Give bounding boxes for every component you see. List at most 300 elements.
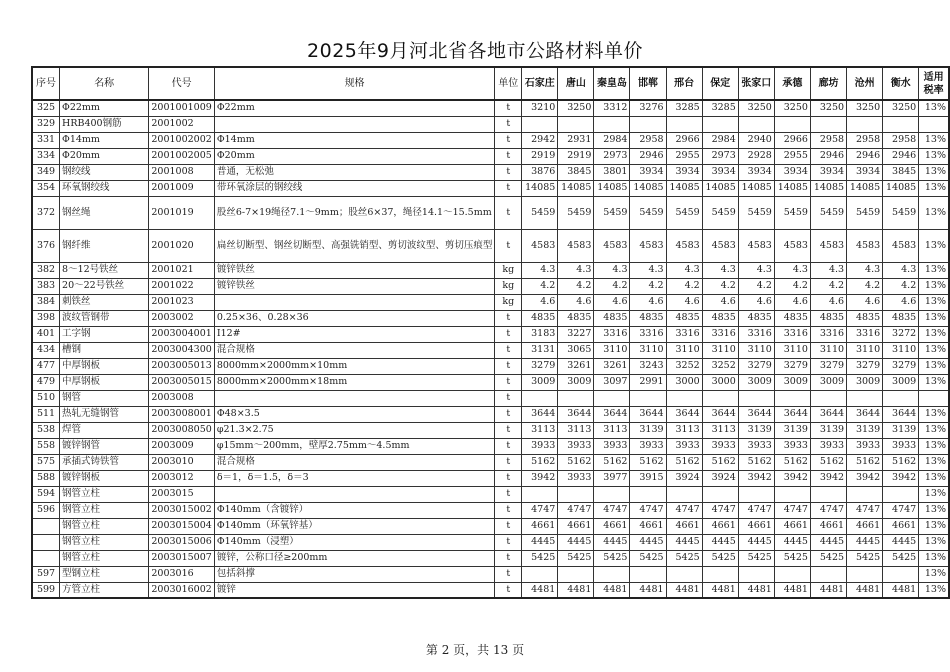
cell-price: 3250: [883, 100, 919, 116]
cell-price: 4.3: [594, 262, 630, 278]
cell-price: 3933: [810, 438, 846, 454]
cell-tax: 13%: [919, 518, 949, 534]
cell-code: 2003004300: [149, 342, 214, 358]
cell-price: [810, 566, 846, 582]
cell-tax: 13%: [919, 502, 949, 518]
cell-price: 4445: [883, 534, 919, 550]
cell-price: 5162: [522, 454, 558, 470]
header-city: 邯郸: [630, 67, 666, 100]
cell-price: 4583: [666, 229, 702, 262]
cell-price: 3113: [522, 422, 558, 438]
cell-price: [810, 486, 846, 502]
table-row: [32, 454, 949, 470]
cell-price: 4481: [630, 582, 666, 598]
cell-price: 3316: [702, 326, 738, 342]
cell-price: 3279: [774, 358, 810, 374]
cell-tax: 13%: [919, 374, 949, 390]
table-row: [32, 486, 949, 502]
header-city: 承德: [774, 67, 810, 100]
cell-price: [666, 566, 702, 582]
cell-price: 3876: [522, 164, 558, 180]
cell-price: 5162: [702, 454, 738, 470]
cell-spec: φ21.3×2.75: [214, 422, 495, 438]
cell-tax: 13%: [919, 454, 949, 470]
cell-price: 3285: [666, 100, 702, 116]
cell-price: 4747: [702, 502, 738, 518]
cell-name: 中厚钢板: [60, 358, 149, 374]
header-tax-line2: 税率: [923, 84, 944, 96]
cell-price: 3279: [738, 358, 774, 374]
cell-name: 钢纤维: [60, 229, 149, 262]
cell-price: 14085: [594, 180, 630, 196]
cell-price: 3933: [558, 438, 594, 454]
cell-price: 3110: [810, 342, 846, 358]
cell-price: 14085: [522, 180, 558, 196]
cell-price: 4583: [810, 229, 846, 262]
table-row: [32, 566, 949, 582]
cell-code: 2003010: [149, 454, 214, 470]
cell-unit: t: [495, 196, 522, 229]
cell-tax: [919, 116, 949, 132]
cell-price: [522, 566, 558, 582]
header-city: 唐山: [558, 67, 594, 100]
cell-price: [847, 390, 883, 406]
cell-unit: t: [495, 358, 522, 374]
cell-spec: Φ140mm（含镀锌）: [214, 502, 495, 518]
cell-price: 3139: [847, 422, 883, 438]
cell-code: 2001019: [149, 196, 214, 229]
cell-spec: δ＝1，δ＝1.5，δ＝3: [214, 470, 495, 486]
cell-price: 2958: [847, 132, 883, 148]
cell-no: 331: [32, 132, 60, 148]
cell-price: 3942: [810, 470, 846, 486]
cell-price: 4747: [883, 502, 919, 518]
cell-price: 3934: [810, 164, 846, 180]
cell-price: 4.3: [702, 262, 738, 278]
cell-price: 3644: [630, 406, 666, 422]
cell-price: 4661: [558, 518, 594, 534]
cell-price: 3252: [702, 358, 738, 374]
cell-price: 5425: [666, 550, 702, 566]
cell-no: 325: [32, 100, 60, 116]
cell-price: 2955: [666, 148, 702, 164]
cell-name: 中厚钢板: [60, 374, 149, 390]
cell-price: 4.2: [883, 278, 919, 294]
cell-price: 4835: [774, 310, 810, 326]
cell-price: 2958: [810, 132, 846, 148]
cell-unit: t: [495, 342, 522, 358]
cell-price: 5162: [810, 454, 846, 470]
cell-price: 5162: [774, 454, 810, 470]
cell-code: 2001009: [149, 180, 214, 196]
header-code: 代号: [149, 67, 214, 100]
cell-price: 3934: [666, 164, 702, 180]
cell-unit: kg: [495, 262, 522, 278]
cell-price: 14085: [666, 180, 702, 196]
cell-price: 4481: [594, 582, 630, 598]
cell-price: 3933: [522, 438, 558, 454]
cell-price: 4.6: [702, 294, 738, 310]
table-row: [32, 100, 949, 116]
cell-spec: 镀锌，公称口径≥200mm: [214, 550, 495, 566]
cell-name: 钢绞线: [60, 164, 149, 180]
cell-price: 3934: [630, 164, 666, 180]
cell-code: 2001021: [149, 262, 214, 278]
cell-price: 4445: [594, 534, 630, 550]
cell-tax: 13%: [919, 326, 949, 342]
cell-price: 3312: [594, 100, 630, 116]
cell-name: Φ22mm: [60, 100, 149, 116]
cell-price: 3942: [883, 470, 919, 486]
header-tax: [919, 67, 949, 100]
cell-price: 4835: [522, 310, 558, 326]
cell-price: 3845: [558, 164, 594, 180]
cell-price: 2973: [594, 148, 630, 164]
cell-price: 4.6: [738, 294, 774, 310]
cell-spec: [214, 486, 495, 502]
cell-price: [774, 566, 810, 582]
table-row: [32, 262, 949, 278]
cell-price: 4661: [847, 518, 883, 534]
cell-price: 4.3: [883, 262, 919, 278]
cell-price: [883, 390, 919, 406]
cell-spec: Φ48×3.5: [214, 406, 495, 422]
cell-spec: 镀锌: [214, 582, 495, 598]
cell-price: 3279: [847, 358, 883, 374]
cell-price: 3139: [774, 422, 810, 438]
cell-unit: t: [495, 100, 522, 116]
cell-price: 5425: [630, 550, 666, 566]
cell-spec: 混合规格: [214, 342, 495, 358]
cell-price: 3250: [847, 100, 883, 116]
cell-price: 3279: [522, 358, 558, 374]
cell-code: 2001023: [149, 294, 214, 310]
cell-price: 2973: [702, 148, 738, 164]
header-city: 石家庄: [522, 67, 558, 100]
cell-spec: 包括斜撑: [214, 566, 495, 582]
cell-price: [774, 390, 810, 406]
cell-price: 3644: [847, 406, 883, 422]
cell-price: 3933: [883, 438, 919, 454]
cell-name: 8～12号铁丝: [60, 262, 149, 278]
cell-price: 3250: [774, 100, 810, 116]
cell-price: 2946: [883, 148, 919, 164]
cell-price: 4583: [558, 229, 594, 262]
cell-price: 4.2: [774, 278, 810, 294]
cell-unit: t: [495, 326, 522, 342]
cell-price: [522, 486, 558, 502]
cell-price: 3644: [738, 406, 774, 422]
cell-price: [847, 116, 883, 132]
cell-no: [32, 550, 60, 566]
cell-spec: 8000mm×2000mm×10mm: [214, 358, 495, 374]
cell-price: 4.2: [630, 278, 666, 294]
cell-price: 4661: [774, 518, 810, 534]
cell-price: 4747: [558, 502, 594, 518]
table-row: [32, 148, 949, 164]
cell-price: 4583: [702, 229, 738, 262]
cell-price: 5459: [810, 196, 846, 229]
cell-unit: t: [495, 406, 522, 422]
cell-price: 3924: [666, 470, 702, 486]
cell-price: 3924: [702, 470, 738, 486]
table-body: [32, 100, 949, 598]
cell-code: 2001002005: [149, 148, 214, 164]
cell-price: 4.2: [702, 278, 738, 294]
cell-no: 594: [32, 486, 60, 502]
cell-price: 3110: [883, 342, 919, 358]
cell-unit: t: [495, 148, 522, 164]
cell-price: 2958: [630, 132, 666, 148]
cell-price: [738, 116, 774, 132]
cell-price: [558, 486, 594, 502]
cell-price: 5459: [666, 196, 702, 229]
cell-price: 4583: [594, 229, 630, 262]
table-row: [32, 132, 949, 148]
cell-price: 4445: [666, 534, 702, 550]
cell-price: 5425: [522, 550, 558, 566]
table-row: [32, 390, 949, 406]
cell-price: [702, 486, 738, 502]
cell-price: 4661: [738, 518, 774, 534]
cell-price: 3316: [738, 326, 774, 342]
cell-no: 354: [32, 180, 60, 196]
cell-price: [738, 566, 774, 582]
cell-price: 3845: [883, 164, 919, 180]
header-city: 张家口: [738, 67, 774, 100]
cell-price: 4445: [630, 534, 666, 550]
cell-price: 2940: [738, 132, 774, 148]
cell-no: 477: [32, 358, 60, 374]
cell-code: 2001020: [149, 229, 214, 262]
cell-price: 4.3: [774, 262, 810, 278]
cell-unit: kg: [495, 278, 522, 294]
cell-code: 2003005015: [149, 374, 214, 390]
cell-price: 4481: [666, 582, 702, 598]
cell-price: 5425: [847, 550, 883, 566]
cell-price: 3183: [522, 326, 558, 342]
cell-price: 4583: [847, 229, 883, 262]
cell-spec: [214, 294, 495, 310]
cell-price: 3276: [630, 100, 666, 116]
cell-price: 4.3: [666, 262, 702, 278]
cell-spec: 混合规格: [214, 454, 495, 470]
table-row: [32, 326, 949, 342]
cell-tax: 13%: [919, 310, 949, 326]
cell-price: 4661: [702, 518, 738, 534]
cell-price: 2919: [558, 148, 594, 164]
cell-tax: 13%: [919, 582, 949, 598]
cell-price: [630, 486, 666, 502]
cell-price: [702, 116, 738, 132]
cell-price: [883, 116, 919, 132]
header-tax-line1: 适用: [923, 71, 944, 83]
table-row: [32, 196, 949, 229]
cell-price: [558, 566, 594, 582]
cell-no: [32, 534, 60, 550]
cell-unit: t: [495, 550, 522, 566]
table-row: [32, 582, 949, 598]
cell-price: 3113: [666, 422, 702, 438]
cell-price: 4.3: [738, 262, 774, 278]
cell-price: [666, 390, 702, 406]
cell-code: 2003004001: [149, 326, 214, 342]
cell-price: 14085: [883, 180, 919, 196]
cell-price: 4747: [594, 502, 630, 518]
cell-tax: 13%: [919, 196, 949, 229]
cell-price: 3644: [594, 406, 630, 422]
cell-name: 型钢立柱: [60, 566, 149, 582]
cell-name: Φ20mm: [60, 148, 149, 164]
cell-price: [594, 486, 630, 502]
cell-code: 2001008: [149, 164, 214, 180]
cell-price: 3139: [630, 422, 666, 438]
cell-tax: 13%: [919, 470, 949, 486]
cell-price: 3009: [847, 374, 883, 390]
cell-price: 3009: [810, 374, 846, 390]
cell-price: [522, 390, 558, 406]
cell-price: [594, 566, 630, 582]
cell-price: 2966: [666, 132, 702, 148]
cell-price: 3644: [810, 406, 846, 422]
cell-price: [738, 486, 774, 502]
cell-price: 3110: [847, 342, 883, 358]
cell-price: [883, 566, 919, 582]
cell-unit: t: [495, 374, 522, 390]
cell-spec: Φ140mm（浸塑）: [214, 534, 495, 550]
cell-price: 5425: [810, 550, 846, 566]
cell-no: 479: [32, 374, 60, 390]
cell-spec: I12#: [214, 326, 495, 342]
cell-price: 4481: [774, 582, 810, 598]
cell-price: 2991: [630, 374, 666, 390]
cell-price: 4583: [774, 229, 810, 262]
cell-tax: 13%: [919, 438, 949, 454]
cell-price: 5425: [558, 550, 594, 566]
cell-price: 5459: [522, 196, 558, 229]
cell-price: 4.6: [666, 294, 702, 310]
cell-price: 3644: [522, 406, 558, 422]
cell-price: 4481: [738, 582, 774, 598]
cell-no: 575: [32, 454, 60, 470]
cell-no: 558: [32, 438, 60, 454]
cell-price: 4.2: [666, 278, 702, 294]
cell-price: 5425: [702, 550, 738, 566]
cell-spec: [214, 390, 495, 406]
cell-price: 5162: [666, 454, 702, 470]
cell-price: 4445: [738, 534, 774, 550]
cell-price: 5425: [774, 550, 810, 566]
price-table: [31, 66, 950, 599]
cell-name: 钢管立柱: [60, 486, 149, 502]
table-row: [32, 438, 949, 454]
cell-price: 2946: [630, 148, 666, 164]
cell-price: 3316: [847, 326, 883, 342]
cell-price: 4747: [630, 502, 666, 518]
cell-price: 3644: [702, 406, 738, 422]
cell-code: 2003015004: [149, 518, 214, 534]
cell-name: 钢管: [60, 390, 149, 406]
cell-no: 588: [32, 470, 60, 486]
table-row: [32, 294, 949, 310]
cell-tax: 13%: [919, 100, 949, 116]
cell-price: 4.6: [883, 294, 919, 310]
cell-no: 511: [32, 406, 60, 422]
cell-price: 5162: [594, 454, 630, 470]
cell-code: 2001002: [149, 116, 214, 132]
cell-tax: 13%: [919, 148, 949, 164]
header-city: 邢台: [666, 67, 702, 100]
cell-code: 2003005013: [149, 358, 214, 374]
cell-price: 4661: [522, 518, 558, 534]
cell-price: 4835: [847, 310, 883, 326]
cell-price: 5162: [847, 454, 883, 470]
table-row: [32, 550, 949, 566]
cell-name: Φ14mm: [60, 132, 149, 148]
cell-unit: t: [495, 116, 522, 132]
cell-price: 4481: [522, 582, 558, 598]
cell-code: 2003002: [149, 310, 214, 326]
cell-spec: 0.25×36、0.28×36: [214, 310, 495, 326]
cell-price: 3272: [883, 326, 919, 342]
cell-spec: 扁丝切断型、钢丝切断型、高强铣销型、剪切波纹型、剪切压痕型: [214, 229, 495, 262]
cell-unit: t: [495, 229, 522, 262]
cell-price: 4835: [666, 310, 702, 326]
cell-price: 4661: [810, 518, 846, 534]
table-row: [32, 116, 949, 132]
cell-price: 3250: [810, 100, 846, 116]
cell-price: 3279: [883, 358, 919, 374]
cell-price: 5425: [883, 550, 919, 566]
cell-no: [32, 518, 60, 534]
cell-price: 3801: [594, 164, 630, 180]
cell-price: 3942: [847, 470, 883, 486]
cell-price: 4835: [558, 310, 594, 326]
cell-price: 5459: [738, 196, 774, 229]
cell-price: 14085: [702, 180, 738, 196]
cell-price: 3316: [666, 326, 702, 342]
cell-price: [522, 116, 558, 132]
cell-name: 刺铁丝: [60, 294, 149, 310]
cell-name: 环氧钢绞线: [60, 180, 149, 196]
cell-unit: t: [495, 390, 522, 406]
cell-spec: 镀锌铁丝: [214, 278, 495, 294]
cell-price: 4.6: [630, 294, 666, 310]
cell-price: 3934: [702, 164, 738, 180]
cell-price: 4.2: [810, 278, 846, 294]
cell-price: 3261: [594, 358, 630, 374]
cell-name: 波纹管钢带: [60, 310, 149, 326]
cell-code: 2003015: [149, 486, 214, 502]
cell-name: 钢丝绳: [60, 196, 149, 229]
cell-price: 2955: [774, 148, 810, 164]
cell-no: 398: [32, 310, 60, 326]
header-city: 秦皇岛: [594, 67, 630, 100]
cell-price: 3644: [883, 406, 919, 422]
cell-price: 4445: [774, 534, 810, 550]
table-row: [32, 534, 949, 550]
cell-price: 5459: [594, 196, 630, 229]
cell-price: 4.6: [594, 294, 630, 310]
cell-price: 4.6: [558, 294, 594, 310]
cell-price: 3009: [774, 374, 810, 390]
cell-price: [594, 390, 630, 406]
cell-price: 3110: [702, 342, 738, 358]
cell-spec: Φ20mm: [214, 148, 495, 164]
cell-code: 2003016: [149, 566, 214, 582]
cell-tax: 13%: [919, 262, 949, 278]
cell-unit: t: [495, 502, 522, 518]
